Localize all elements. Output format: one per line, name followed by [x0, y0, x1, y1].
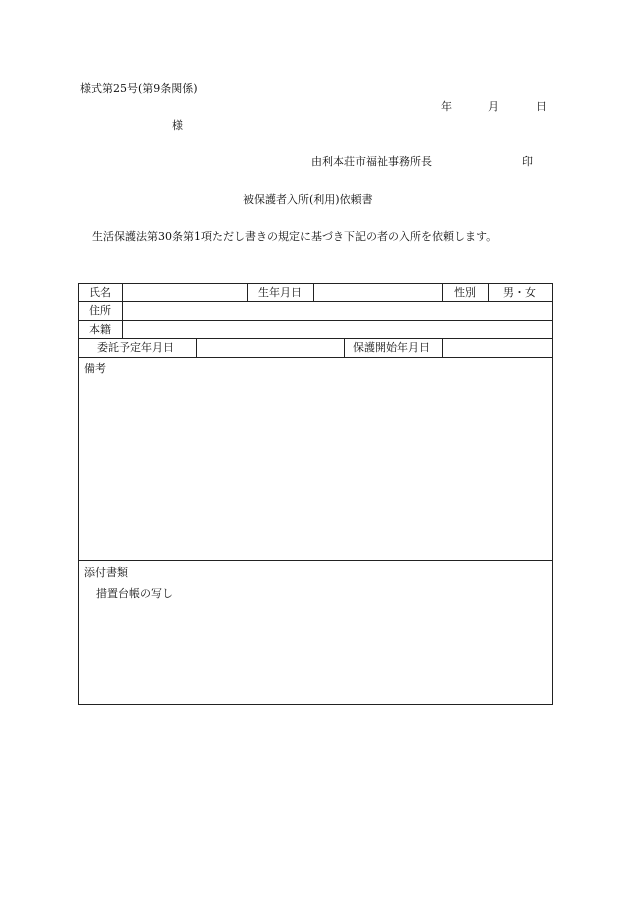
date-year-label: 年 [441, 100, 452, 113]
address-field[interactable] [123, 302, 552, 319]
document-title: 被保護者入所(利用)依頼書 [243, 193, 373, 206]
date-day-label: 日 [536, 100, 547, 113]
col-divider [247, 283, 248, 301]
addressee-suffix: 様 [172, 119, 183, 132]
protection-start-field[interactable] [443, 339, 552, 356]
row-divider [78, 560, 553, 561]
remarks-field[interactable] [79, 378, 552, 559]
birthdate-label: 生年月日 [258, 286, 302, 299]
col-divider [488, 283, 489, 301]
seal-mark: 印 [522, 155, 533, 168]
scheduled-date-field[interactable] [197, 339, 343, 356]
row-divider [78, 357, 553, 358]
col-divider [442, 283, 443, 301]
date-month-label: 月 [488, 100, 499, 113]
sender-name: 由利本荘市福祉事務所長 [311, 155, 432, 168]
gender-label: 性別 [454, 286, 476, 299]
scheduled-date-label: 委託予定年月日 [97, 341, 174, 354]
body-text: 生活保護法第30条第1項ただし書きの規定に基づき下記の者の入所を依頼します。 [92, 230, 498, 243]
domicile-label: 本籍 [89, 323, 111, 336]
form-number: 様式第25号(第9条関係) [80, 82, 198, 95]
attachment-item: 措置台帳の写し [96, 587, 173, 600]
col-divider [344, 338, 345, 357]
name-field[interactable] [123, 284, 246, 301]
attachments-label: 添付書類 [84, 566, 128, 579]
gender-options[interactable]: 男・女 [503, 286, 536, 299]
domicile-field[interactable] [123, 321, 552, 338]
address-label: 住所 [89, 304, 111, 317]
remarks-label: 備考 [84, 362, 106, 375]
birthdate-field[interactable] [314, 284, 441, 301]
name-label: 氏名 [89, 286, 111, 299]
protection-start-label: 保護開始年月日 [353, 341, 430, 354]
